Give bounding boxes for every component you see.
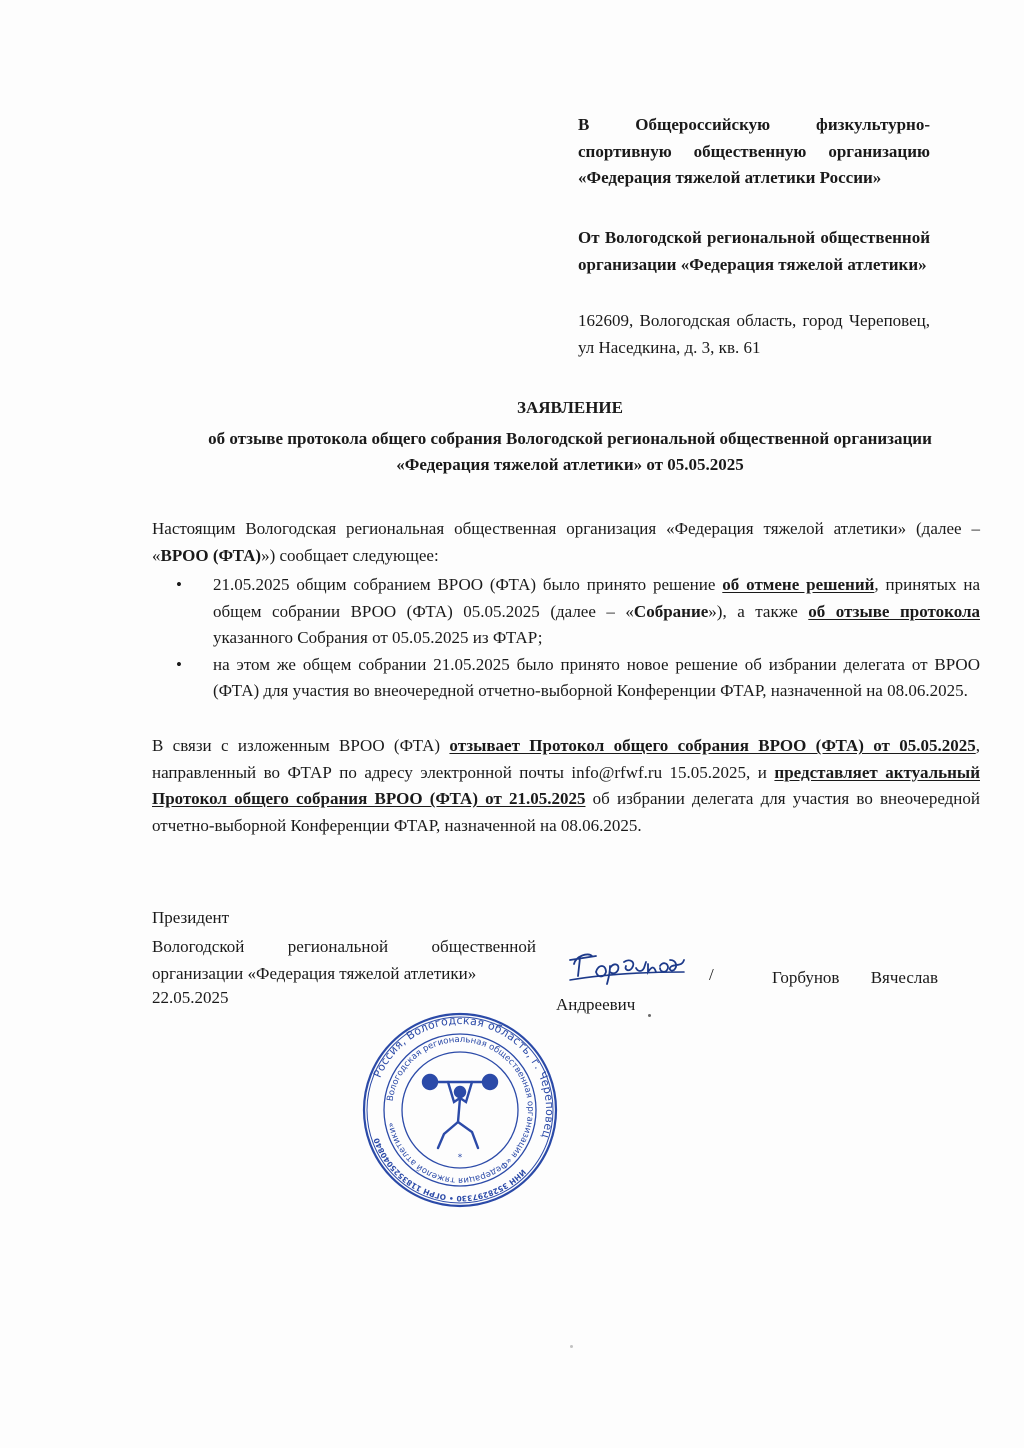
sender-text: От Вологодской региональной общественной организации «Федерация тяжелой атлетики» [578,228,930,274]
conclusion-text-c: об избрании делегата для участия во внеочередной отчетно-выборной Конференции ФТАР, назначенной на 08.06.2025. [152,789,980,835]
signature-date: 22.05.2025 [152,988,229,1007]
bullet2-text: на этом же общем собрании 21.05.2025 было принято новое решение об избрании делегата от ВРОО (ФТА) для участия во внеочередной отчетно-выборной Конференции ФТАР, назначенной на 08.06.2025. [213,654,980,700]
bullet1-underline-2: об отзыве протокола [808,601,981,621]
bullet1-text-a: 21.05.2025 общим собранием ВРОО (ФТА) было принято решение [213,575,723,594]
signatory-name [556,965,938,1018]
list-item [152,652,980,705]
conclusion-text-a: В связи с изложенным ВРОО (ФТА) [152,736,450,755]
recipient-block [578,112,930,192]
bullet-icon: • [176,575,182,594]
sender-block [578,225,930,278]
svg-text:Вологодская региональная общес: Вологодская региональная общественная организация «Федерация тяжелой атлетики» [385,1034,536,1186]
organization-stamp [360,1010,560,1215]
svg-text:ИНН 3528297330 • ОГРН 11835250: ИНН 3528297330 • ОГРН 1183525040840 [371,1136,528,1204]
document-heading: ЗАЯВЛЕНИЕ [516,398,623,417]
svg-text:Россия, Вологодская область, г: Россия, Вологодская область, г. Череповец [370,1013,557,1141]
signatory-position: Президент [152,908,230,927]
signatory-firstname: Вячеслав [870,968,938,987]
signatory-org: Вологодской региональной общественной организации «Федерация тяжелой атлетики» [152,937,536,983]
bullet1-text-b: , принятых на общем собрании ВРОО (ФТА) 05.05.2025 (далее – « [213,575,981,621]
intro-paragraph [152,516,980,569]
speck [570,1345,573,1348]
bullet1-text-c: »), а также [708,601,809,621]
bullet-list [152,572,980,705]
weightlifter-icon [423,1075,497,1148]
bullet-icon: • [176,654,182,674]
sender-address-text: 162609, Вологодская область, город Череповец, ул Наседкина, д. 3, кв. 61 [578,311,930,357]
list-item [152,572,980,652]
bullet1-text-d: указанного Собрания от 05.05.2025 из ФТАР; [213,628,543,647]
svg-text:*: * [457,1153,463,1163]
subheading-line-1: об отзыве протокола общего собрания Вологодской региональной общественной организации [208,429,932,448]
bullet1-underline-1: об отмене решений [722,575,875,594]
recipient-text: В Общероссийскую физкультурно-спортивную общественную организацию «Федерация тяжелой атлетики России» [578,115,930,187]
bullet1-bold: Собрание [633,601,709,621]
speck [648,1014,651,1017]
intro-text-after: ») сообщает следующее: [261,545,439,565]
sender-address [578,308,930,361]
intro-text-before: Настоящим Вологодская региональная общественная организация «Федерация тяжелой атлетики» (далее – « [152,519,980,565]
signature-separator: / [709,965,714,984]
subheading-line-2: «Федерация тяжелой атлетики» от 05.05.2025 [396,455,744,474]
intro-abbr: ВРОО (ФТА) [160,545,262,565]
conclusion-paragraph [152,733,980,839]
conclusion-underline-2: представляет актуальный Протокол общего собрания ВРОО (ФТА) от 21.05.2025 [152,762,980,808]
conclusion-underline-1: отзывает Протокол общего собрания ВРОО (ФТА) от 05.05.2025 [449,736,976,755]
signatory-surname: Горбунов [771,968,840,987]
conclusion-text-b: , направленный во ФТАР по адресу электронной почты info@rfwf.ru 15.05.2025, и [152,736,980,782]
document-subheading [120,426,1020,478]
signatory-name-row [556,965,938,992]
signatory-patronymic: Андреевич [556,994,636,1014]
